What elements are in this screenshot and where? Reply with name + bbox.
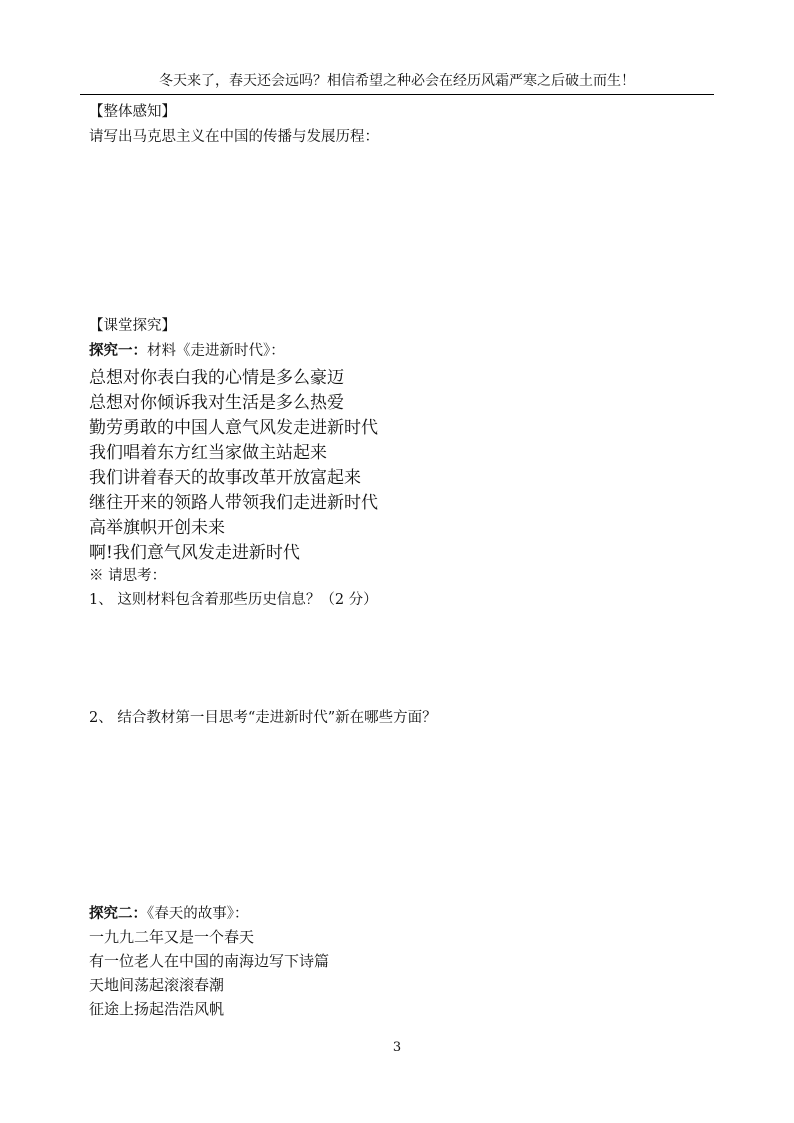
lyric-line: 天地间荡起滚滚春潮 [89, 976, 225, 994]
lyric-line: 我们讲着春天的故事改革开放富起来 [89, 468, 361, 488]
question-2: 2、 结合教材第一目思考“走进新时代”新在哪些方面？ [89, 710, 437, 726]
lyric-line: 我们唱着东方红当家做主站起来 [89, 443, 327, 463]
think-prompt: ※ 请思考： [89, 568, 167, 584]
question-1: 1、 这则材料包含着那些历史信息？（2 分） [89, 592, 378, 608]
lyric-line: 总想对你表白我的心情是多么豪迈 [89, 368, 344, 388]
section-title-classroom: 【课堂探究】 [89, 318, 176, 334]
overall-prompt: 请写出马克思主义在中国的传播与发展历程： [89, 129, 379, 145]
explore1-label: 探究一： [89, 342, 147, 359]
explore1-material: 材料《走进新时代》： [147, 343, 285, 359]
lyric-line: 征途上扬起浩浩风帆 [89, 1000, 225, 1018]
explore2-material: 《春天的故事》： [147, 906, 249, 922]
explore2-heading [89, 902, 249, 923]
header-slogan: 冬天来了，春天还会远吗？相信希望之种必会在经历风霜严寒之后破土而生！ [159, 73, 635, 89]
section-title-overall: 【整体感知】 [89, 104, 176, 120]
lyric-line: 勤劳勇敢的中国人意气风发走进新时代 [89, 418, 378, 438]
lyric-line: 有一位老人在中国的南海边写下诗篇 [89, 952, 330, 970]
header-rule [80, 94, 714, 95]
lyric-line: 总想对你倾诉我对生活是多么热爱 [89, 393, 344, 413]
page-number: 3 [392, 1040, 402, 1055]
lyric-line: 啊!我们意气风发走进新时代 [89, 543, 300, 563]
lyric-line: 继往开来的领路人带领我们走进新时代 [89, 493, 378, 513]
explore2-label: 探究二： [89, 905, 147, 922]
lyric-line: 高举旗帜开创未来 [89, 518, 225, 538]
lyric-line: 一九九二年又是一个春天 [89, 928, 255, 946]
explore1-heading [89, 339, 285, 360]
